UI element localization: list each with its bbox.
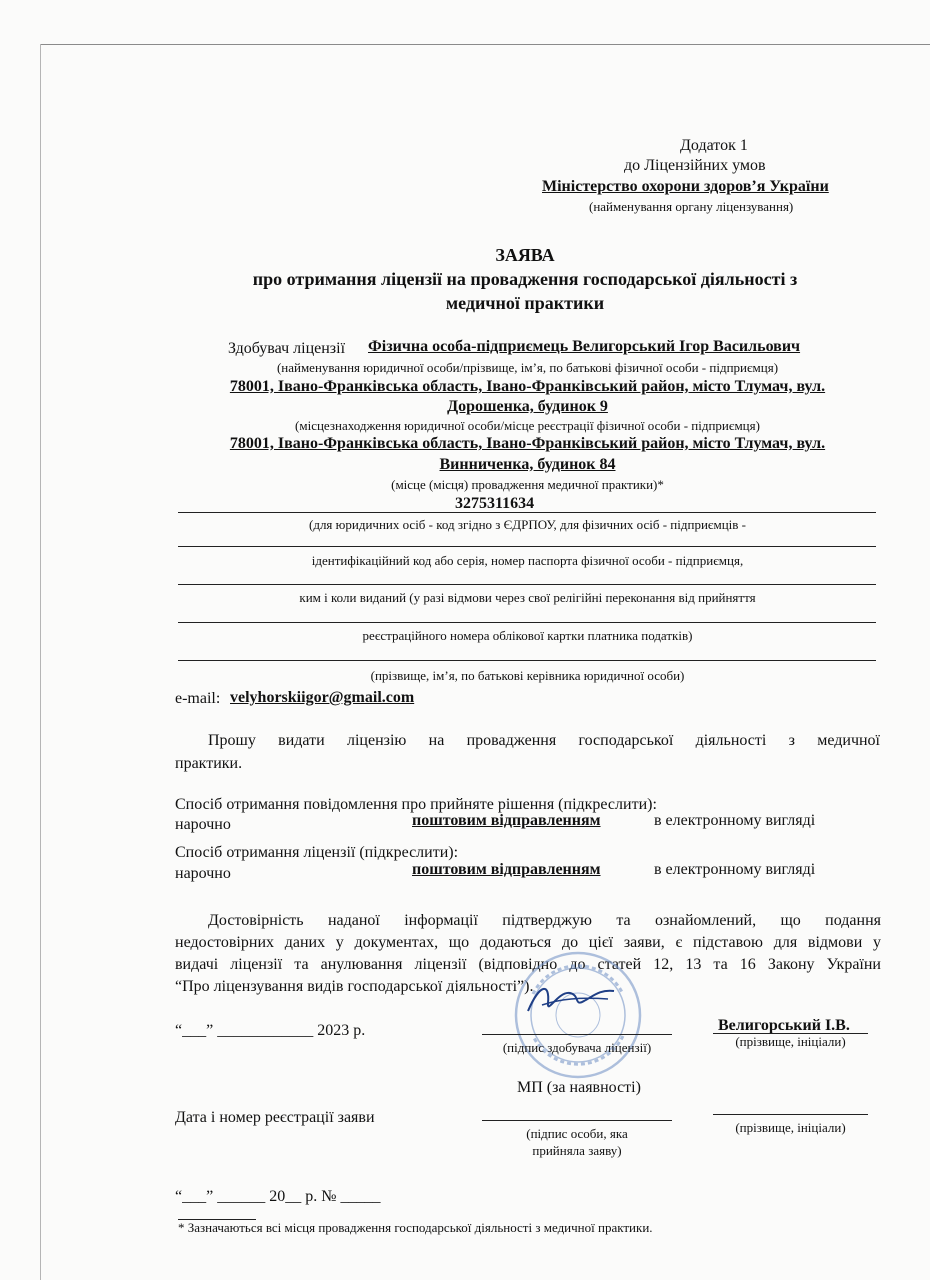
email-label: e-mail: bbox=[175, 690, 221, 707]
option-electronic: в електронному вигляді bbox=[654, 812, 816, 829]
document-subtitle: медичної практики bbox=[445, 293, 605, 313]
identification-caption: (для юридичних осіб - код згідно з ЄДРПОУ, для фізичних осіб - підприємців - bbox=[309, 517, 746, 532]
option-in-person: нарочно bbox=[175, 816, 231, 833]
signature-caption: (підпис здобувача ліцензії) bbox=[502, 1040, 652, 1055]
form-line bbox=[178, 622, 876, 623]
registration-date-number: “___” ______ 20__ р. № _____ bbox=[175, 1188, 381, 1205]
email-value: velyhorskiigor@gmail.com bbox=[230, 689, 415, 706]
confirmation-text: “Про ліцензування видів господарської діяльності”). bbox=[175, 978, 534, 995]
document-title: ЗАЯВА bbox=[495, 245, 555, 265]
scan-edge bbox=[40, 44, 930, 45]
applicant-surname: Велигорський І.В. bbox=[718, 1017, 850, 1034]
receiver-signature-caption: прийняла заяву) bbox=[532, 1143, 622, 1158]
practice-address: Винниченка, будинок 84 bbox=[439, 456, 616, 473]
identification-caption: ідентифікаційний код або серія, номер паспорта фізичної особи - підприємця, bbox=[311, 553, 744, 568]
request-text: Прошу видати ліцензію на провадження господарської діяльності з медичної bbox=[208, 732, 880, 749]
form-line bbox=[482, 1120, 672, 1121]
identification-code: 3275311634 bbox=[455, 495, 535, 512]
registration-address: 78001, Івано-Франківська область, Івано-Франківський район, місто Тлумач, вул. bbox=[229, 378, 826, 395]
registration-address-caption: (місцезнаходження юридичної особи/місце реєстрації фізичної особи - підприємця) bbox=[295, 418, 760, 433]
applicant-label: Здобувач ліцензії bbox=[228, 340, 346, 357]
signature-date: “___” ____________ 2023 р. bbox=[175, 1022, 366, 1039]
form-line bbox=[713, 1114, 868, 1115]
appendix-label: Додаток 1 bbox=[680, 137, 748, 154]
license-method-label: Спосіб отримання ліцензії (підкреслити): bbox=[175, 844, 459, 861]
receiver-surname-caption: (прізвище, ініціали) bbox=[735, 1120, 846, 1135]
option-electronic: в електронному вигляді bbox=[654, 861, 816, 878]
authority-caption: (найменування органу ліцензування) bbox=[589, 199, 794, 214]
request-text: практики. bbox=[175, 755, 243, 772]
registration-address: Дорошенка, будинок 9 bbox=[447, 398, 608, 415]
scan-edge bbox=[40, 44, 41, 1280]
form-line bbox=[178, 660, 876, 661]
identification-caption: реєстраційного номера облікової картки платника податків) bbox=[362, 628, 693, 643]
registration-label: Дата і номер реєстрації заяви bbox=[175, 1109, 375, 1126]
seal-label: МП (за наявності) bbox=[517, 1079, 641, 1096]
footnote: * Зазначаються всі місця провадження господарської діяльності з медичної практики. bbox=[178, 1220, 653, 1235]
receiver-signature-caption: (підпис особи, яка bbox=[526, 1126, 628, 1141]
applicant-signature bbox=[520, 975, 620, 1025]
head-caption: (прізвище, ім’я, по батькові керівника юридичної особи) bbox=[370, 668, 685, 683]
applicant-name: Фізична особа-підприємець Велигорський Ігор Васильович bbox=[368, 338, 801, 355]
form-line bbox=[178, 546, 876, 547]
document-subtitle: про отримання ліцензії на провадження господарської діяльності з bbox=[252, 269, 798, 289]
form-line bbox=[178, 584, 876, 585]
confirmation-text: недостовірних даних у документах, що додаються до цієї заяви, є підставою для відмови у bbox=[175, 934, 881, 951]
practice-address-caption: (місце (місця) провадження медичної практики)* bbox=[391, 477, 664, 492]
option-by-post: поштовим відправленням bbox=[412, 861, 601, 878]
appendix-reference: до Ліцензійних умов bbox=[624, 157, 766, 174]
applicant-name-caption: (найменування юридичної особи/прізвище, ім’я, по батькові фізичної особи - підприємця) bbox=[276, 360, 779, 375]
identification-caption: ким і коли виданий (у разі відмови через свої релігійні переконання від прийняття bbox=[299, 590, 756, 605]
practice-address: 78001, Івано-Франківська область, Івано-Франківський район, місто Тлумач, вул. bbox=[229, 435, 826, 452]
notification-method-label: Спосіб отримання повідомлення про прийняте рішення (підкреслити): bbox=[175, 796, 657, 813]
surname-caption: (прізвище, ініціали) bbox=[735, 1034, 846, 1049]
signature-line bbox=[482, 1034, 672, 1035]
option-by-post: поштовим відправленням bbox=[412, 812, 601, 829]
form-line bbox=[178, 512, 876, 513]
confirmation-text: Достовірність наданої інформації підтверджую та ознайомлений, що подання bbox=[208, 912, 881, 929]
option-in-person: нарочно bbox=[175, 865, 231, 882]
confirmation-text: видачі ліцензії та анулювання ліцензії (відповідно до статей 12, 13 та 16 Закону України bbox=[175, 956, 881, 973]
licensing-authority: Міністерство охорони здоров’я України bbox=[542, 178, 829, 195]
